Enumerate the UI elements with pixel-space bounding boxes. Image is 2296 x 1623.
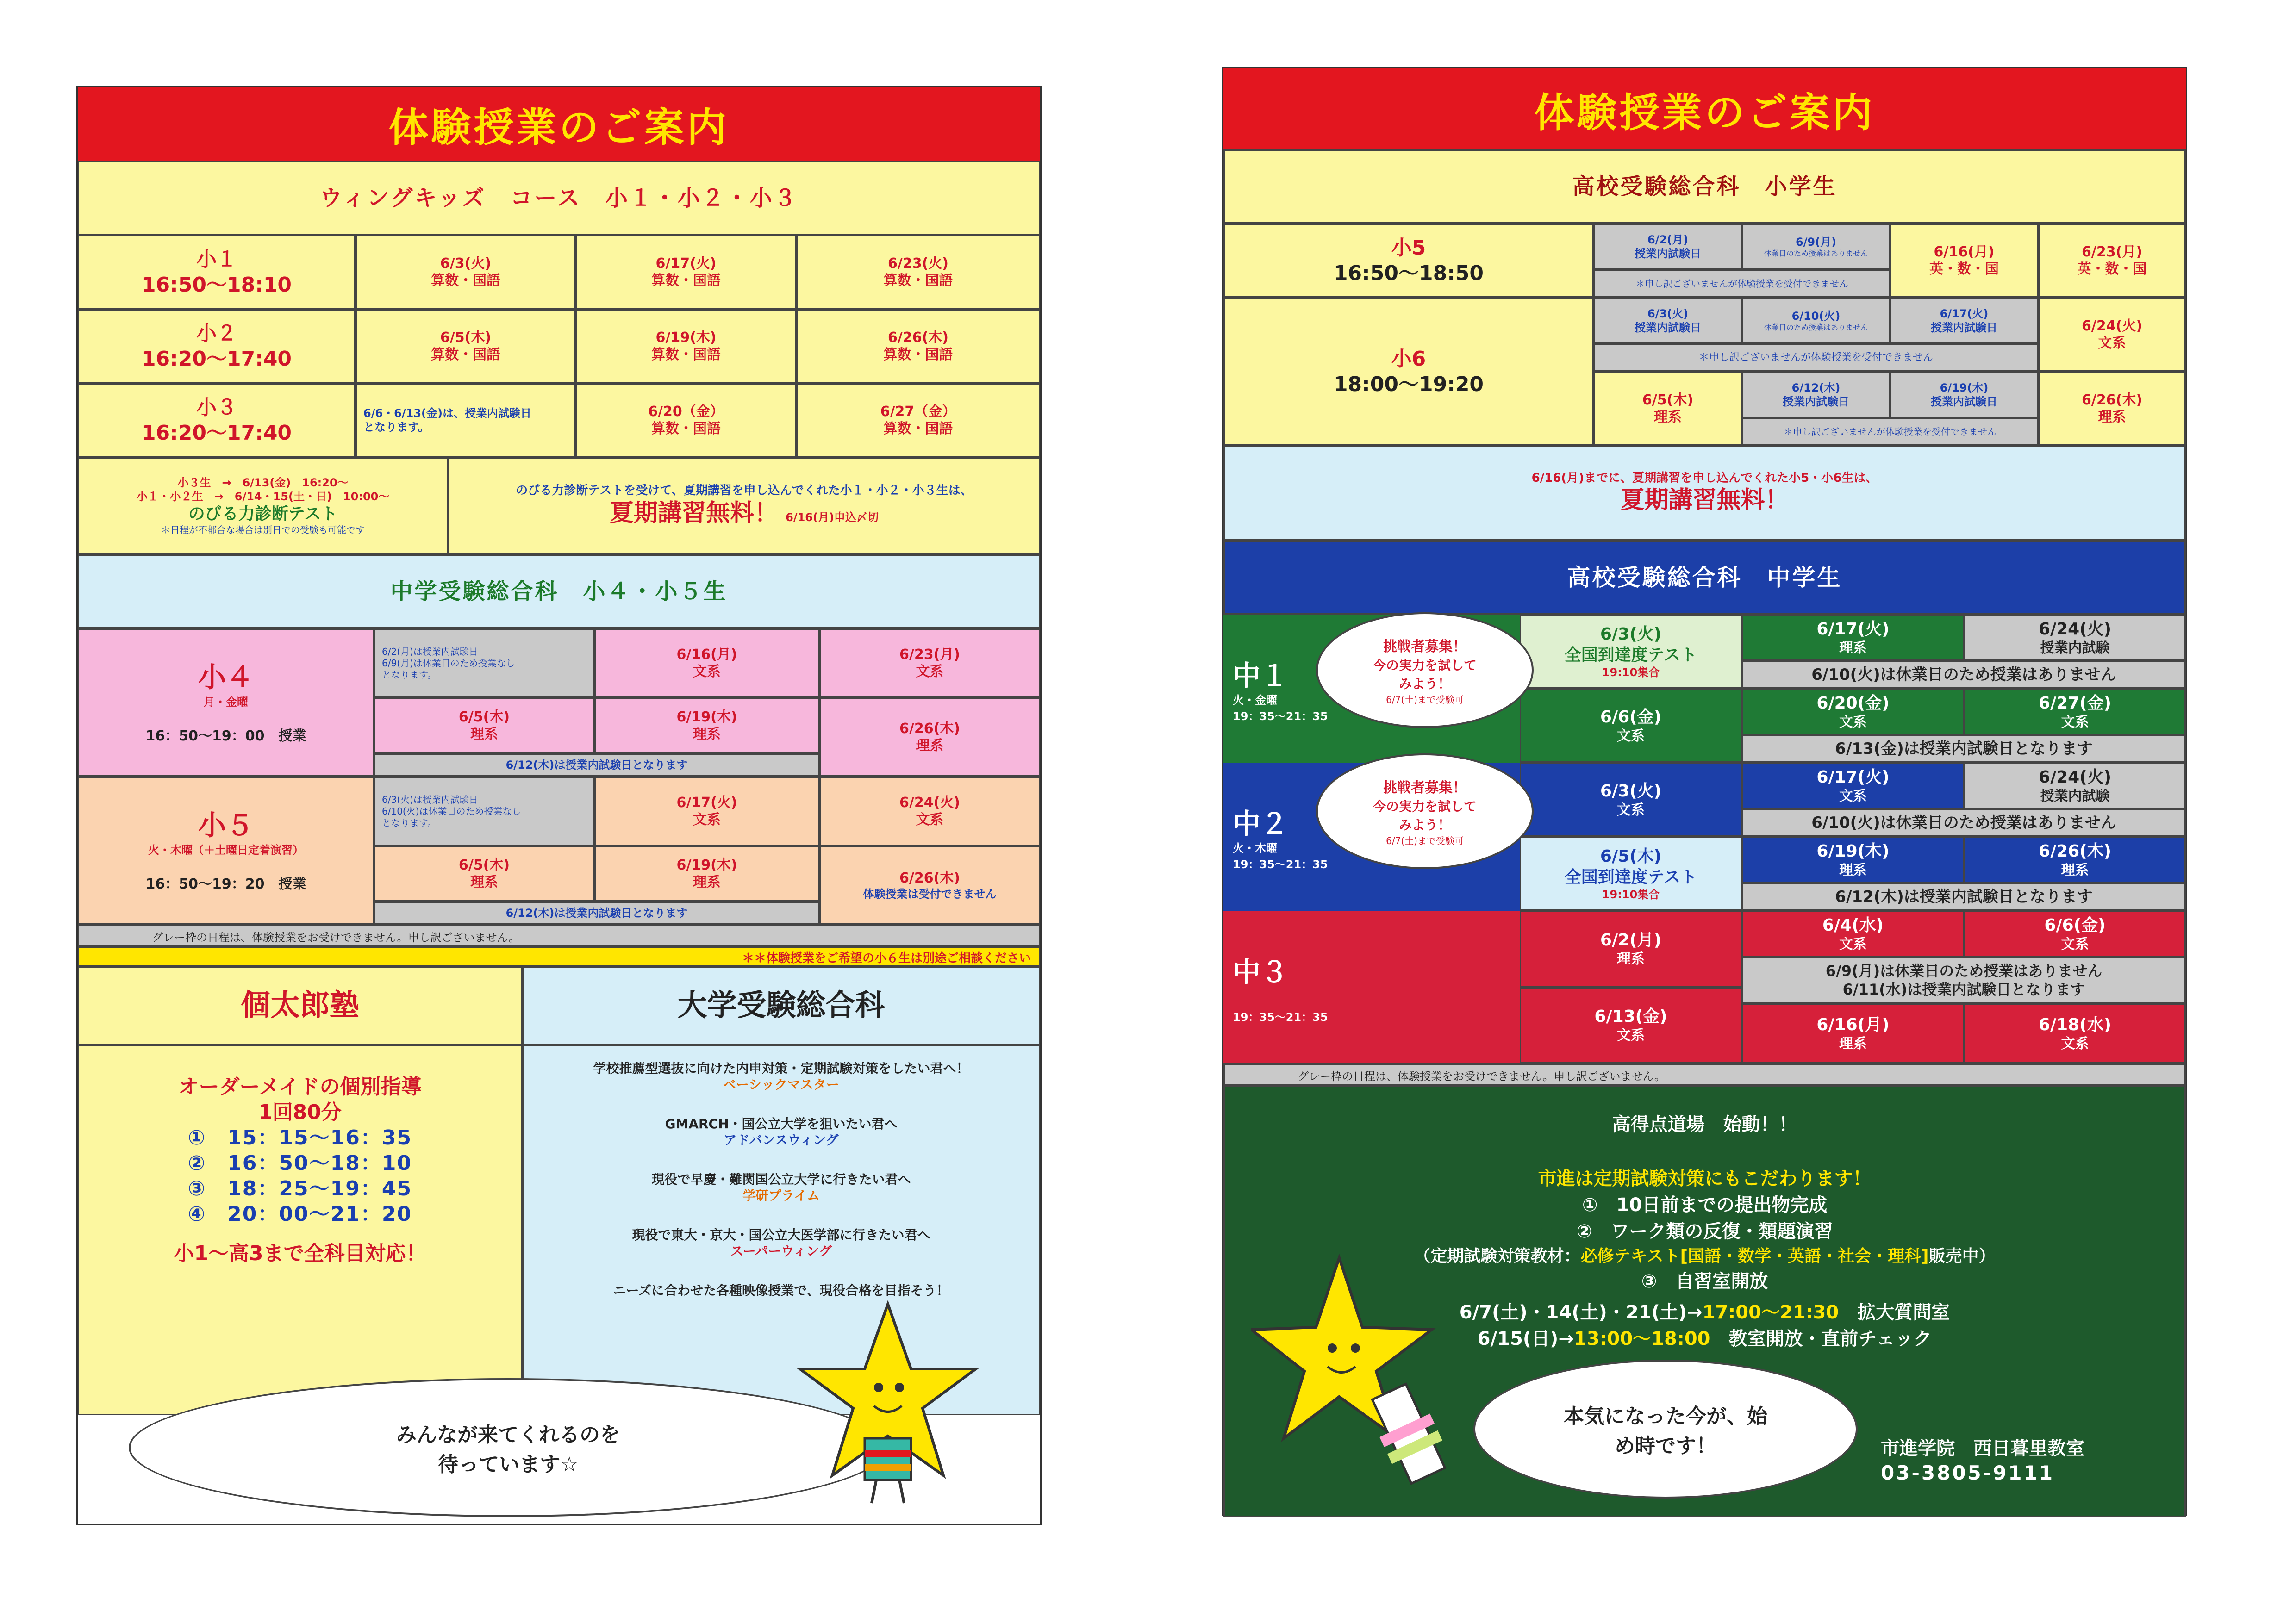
bubble-line: 今の実力を試して [1373, 798, 1477, 814]
schedule-cell [1742, 615, 1964, 661]
schedule-cell [819, 628, 1040, 698]
sho-s6-grade [1223, 298, 1594, 446]
school-name: 市進学院 西日暮里教室 [1881, 1438, 2084, 1459]
test-name: 全国到達度テスト [1564, 868, 1697, 887]
schedule-cell [1964, 1003, 2186, 1063]
test-name: 全国到達度テスト [1564, 646, 1697, 665]
subject-label: 理系 [693, 726, 721, 742]
c2-days: 火・木曜 [1233, 842, 1277, 855]
gray-note: 6/2(月)は授業内試験日 [382, 646, 478, 657]
schedule-cell [819, 698, 1040, 777]
kotaro-all: 小1〜高3まで全科目対応！ [174, 1241, 426, 1265]
date-label: 6/23(月) [2081, 243, 2142, 260]
summer-free: 夏期講習無料！ [610, 499, 779, 527]
subject-label: 授業内試験 [2040, 640, 2110, 656]
schedule-cell [2038, 224, 2186, 298]
subject-label: 算数・国語 [431, 347, 500, 363]
gray-cell [374, 628, 594, 698]
subject-label: 英・数・国 [2077, 261, 2147, 277]
date-label: 6/3(火) [440, 255, 492, 272]
gray-note: 6/10(火)は休業日のため授業なし [382, 805, 521, 817]
schedule-cell [1890, 224, 2038, 298]
test-time: 19:10集合 [1602, 666, 1660, 679]
kotaro-title-box [78, 966, 522, 1045]
date-label: 6/2(月) [1647, 233, 1689, 246]
schedule-cell [1520, 763, 1742, 837]
schedule-cell [356, 309, 576, 383]
schedule-cell [1964, 837, 2186, 883]
subject-label: 文系 [1617, 728, 1645, 744]
schedule-cell [1742, 1003, 1964, 1063]
time-label: 16:50〜18:50 [1333, 261, 1484, 285]
dojo-text: 必修テキスト[国語・数学・英語・社会・理科] [1580, 1247, 1929, 1266]
schedule-cell [1520, 689, 1742, 763]
kotaro-time: ④ 20：00〜21：20 [187, 1202, 412, 1226]
dojo-text: （定期試験対策教材： [1414, 1247, 1581, 1266]
date-label: 6/17(火) [1940, 307, 1989, 320]
schedule-cell [374, 698, 594, 753]
dojo-title: 高得点道場 始動！！ [1612, 1114, 1797, 1135]
schedule-cell [1742, 911, 1964, 957]
daigaku-line: GMARCH・国公立大学を狙いたい君へ [665, 1116, 898, 1132]
schedule-cell [576, 383, 796, 457]
left-speech-bubble [129, 1378, 888, 1517]
c2-test-cell [1520, 837, 1742, 911]
date-label: 6/24(火) [2081, 317, 2142, 334]
right-flyer [1222, 67, 2187, 1516]
schedule-cell [1594, 372, 1742, 446]
schedule-cell [576, 235, 796, 309]
gray-cell [1742, 298, 1890, 344]
time-label: 16：50〜19：20 授業 [145, 876, 306, 892]
daigaku-title-box [522, 966, 1040, 1045]
days-label: 火・木曜（＋土曜日定着演習） [148, 843, 304, 857]
subject-label: 文系 [2098, 335, 2126, 351]
test-time: 19:10集合 [1602, 888, 1660, 901]
subject-label: 理系 [693, 874, 721, 890]
date-label: 6/3(火) [1600, 781, 1662, 801]
exam-note: 6/12(木)は授業内試験日となります [1742, 883, 2186, 911]
date-label: 6/18(水) [2038, 1015, 2112, 1034]
exam-note: となります。 [363, 421, 430, 434]
gray-note: 6/3(火)は授業内試験日 [382, 794, 478, 805]
summer-free-row [610, 498, 879, 529]
daigaku-course: ベーシックマスター [723, 1077, 839, 1092]
sho-s5-grade [1223, 224, 1594, 298]
summer-deadline: 6/16(月)申込〆切 [786, 510, 879, 524]
holiday-note: 6/10(火)は休業日のため授業はありません [1742, 661, 2186, 689]
kotaro-per: 1回80分 [258, 1100, 342, 1124]
grade-label: 小１ [196, 248, 237, 271]
c3-grade: 中３ [1233, 956, 1288, 989]
subject-label: 休業日のため授業はありません [1764, 249, 1868, 258]
bubble-line: 待っています☆ [438, 1453, 579, 1476]
gray-note-text: グレー枠の日程は、体験授業をお受けできません。申し訳ございません。 [152, 931, 520, 944]
subject-label: 授業内試験日 [1783, 395, 1849, 408]
c2-time: 19：35〜21：35 [1233, 858, 1328, 871]
subject-label: 文系 [1617, 802, 1645, 818]
dojo-text: 教室開放・直前チェック [1728, 1328, 1932, 1349]
subject-label: 算数・国語 [883, 347, 953, 363]
grade-label: 小５ [198, 809, 254, 842]
s5-exam-note: 6/12(木)は授業内試験日となります [374, 902, 819, 925]
time-label: 16：50〜19：00 授業 [145, 728, 306, 744]
subject-label: 理系 [470, 874, 498, 890]
daigaku-title: 大学受験総合科 [677, 989, 885, 1023]
exam-note: 6/6・6/13(金)は、授業内試験日 [363, 407, 531, 420]
right-title: 体験授業のご案内 [1223, 68, 2186, 149]
subject-label: 文系 [1839, 788, 1867, 804]
bubble-line: みよう！ [1398, 676, 1451, 691]
gray-cell [1890, 298, 2038, 344]
subject-label: 理系 [1617, 951, 1645, 968]
gray-note-text: グレー枠の日程は、体験授業をお受けできません。申し訳ございません。 [1298, 1070, 1666, 1083]
wing-grade-cell [78, 235, 356, 309]
s4-exam-note: 6/12(木)は授業内試験日となります [374, 753, 819, 777]
date-label: 6/12(木) [1791, 381, 1841, 394]
date-label: 6/10(火) [1791, 310, 1841, 323]
daigaku-course: スーパーウィング [730, 1244, 832, 1259]
dojo-lead: 市進は定期試験対策にもこだわります！ [1538, 1168, 1872, 1189]
subject-label: 理系 [1839, 640, 1867, 656]
date-label: 6/17(火) [1816, 767, 1890, 787]
days-label: 月・金曜 [204, 695, 248, 709]
gray-cell [1890, 372, 2038, 418]
gray-note: 6/9(月)は休業日のため授業なし [382, 657, 515, 669]
star-mascot-icon [795, 1300, 980, 1512]
dojo-text: 6/15(日)→ [1477, 1328, 1574, 1349]
kotaro-lead: オーダーメイドの個別指導 [178, 1075, 422, 1099]
date-label: 6/24(火) [2038, 619, 2112, 639]
date-label: 6/16(月) [676, 646, 737, 663]
gray-cell [1964, 763, 2186, 809]
subject-label: 算数・国語 [883, 421, 953, 437]
dojo-text: 17:00〜21:30 [1702, 1302, 1839, 1323]
gray-note: となります。 [382, 669, 437, 680]
date-label: 6/5(木) [1642, 392, 1694, 408]
daigaku-line: 学校推薦型選抜に向けた内申対策・定期試験対策をしたい君へ！ [593, 1061, 969, 1076]
left-flyer [76, 86, 1042, 1525]
schedule-cell [796, 383, 1040, 457]
date-label: 6/13(金) [1594, 1007, 1667, 1026]
grade-label: 小5 [1391, 236, 1426, 260]
subject-label: 授業内試験日 [1635, 247, 1701, 260]
date-label: 6/5(木) [458, 709, 510, 725]
date-label: 6/20（金） [648, 403, 724, 420]
subject-label: 算数・国語 [651, 273, 721, 289]
exam-note: 6/13(金)は授業内試験日となります [1742, 735, 2186, 763]
date-label: 6/20(金) [1816, 693, 1890, 713]
chugaku-header: 中学受験総合科 小４・小５生 [78, 554, 1040, 628]
school-tel: 03-3805-9111 [1881, 1461, 2055, 1484]
daigaku-line: ニーズに合わせた各種映像授業で、現役合格を目指そう！ [613, 1283, 949, 1298]
nobiru-line: 小１・小２生 → 6/14・15(土・日) 10:00〜 [136, 490, 390, 503]
schedule-cell [2038, 298, 2186, 372]
daigaku-line: 現役で早慶・難関国公立大学に行きたい君へ [651, 1172, 911, 1187]
c2-grade: 中２ [1233, 808, 1288, 840]
bubble-line: 6/7(土)まで受験可 [1386, 694, 1464, 705]
date-label: 6/5(木) [440, 329, 492, 346]
daigaku-course: アドバンスウィング [724, 1132, 839, 1148]
date-label: 6/17(火) [1816, 619, 1890, 639]
nobiru-title: のびる力診断テスト [188, 504, 338, 523]
subject-label: 理系 [916, 738, 944, 754]
time-label: 18:00〜19:20 [1333, 373, 1484, 396]
date-label: 6/23(月) [899, 646, 960, 663]
wing-header: ウィングキッズ コース 小１・小２・小３ [78, 161, 1040, 235]
subject-label: 算数・国語 [651, 347, 721, 363]
subject-label: 算数・国語 [431, 273, 500, 289]
date-label: 6/27（金） [880, 403, 956, 420]
date-label: 6/9(月) [1795, 236, 1837, 249]
gray-cell [1742, 372, 1890, 418]
sorry-note: ＊申し訳ございませんが体験授業を受付できません [1594, 344, 2038, 372]
date-label: 6/2(月) [1600, 931, 1662, 950]
subject-label: 文系 [1839, 714, 1867, 730]
gray-cell [1742, 957, 2186, 1003]
subject-label: 算数・国語 [883, 273, 953, 289]
summer-line: 6/16(月)までに、夏期講習を申し込んでくれた小5・小6生は、 [1531, 471, 1878, 485]
grade-label: 小２ [196, 322, 237, 345]
schedule-cell [356, 383, 576, 457]
subject-label: 理系 [2061, 862, 2089, 878]
dojo-point: ① 10日前までの提出物完成 [1582, 1194, 1828, 1216]
schedule-cell [1964, 911, 2186, 957]
c1-time: 19：35〜21：35 [1233, 710, 1328, 723]
subject-label: 授業内試験 [2040, 788, 2110, 804]
kotaro-time: ② 16：50〜18：10 [187, 1151, 412, 1175]
gray-cell [1594, 298, 1742, 344]
dojo-text: 6/7(土)・14(土)・21(土)→ [1459, 1302, 1703, 1323]
c3-time: 19：35〜21：35 [1233, 1011, 1328, 1024]
kotaro-title: 個太郎塾 [241, 989, 359, 1023]
subject-label: 文系 [916, 664, 944, 680]
subject-label: 算数・国語 [651, 421, 721, 437]
summer-free: 夏期講習無料！ [1620, 486, 1789, 515]
c1-grade: 中１ [1233, 660, 1288, 692]
schedule-cell [1742, 763, 1964, 809]
bubble-line: 本気になった今が、始 [1564, 1405, 1767, 1428]
holiday-note: 6/9(月)は休業日のため授業はありません [1825, 962, 2103, 980]
date-label: 6/3(火) [1600, 625, 1662, 644]
exam-note: 6/11(水)は授業内試験日となります [1842, 981, 2085, 998]
subject-label: 授業内試験日 [1931, 321, 1997, 334]
grade-label: 小４ [198, 661, 254, 694]
daigaku-line: 現役で東大・京大・国公立大医学部に行きたい君へ [632, 1227, 930, 1243]
dojo-text: 拡大質問室 [1857, 1302, 1950, 1323]
star-mascot-icon [1251, 1249, 1446, 1489]
subject-label: 文系 [693, 812, 721, 828]
schedule-cell [796, 309, 1040, 383]
subject-label: 授業内試験日 [1635, 321, 1701, 334]
gray-cell [374, 777, 594, 846]
gray-cell [1594, 224, 1742, 270]
summer-free-box [448, 457, 1040, 554]
date-label: 6/5(木) [458, 857, 510, 873]
date-label: 6/26(木) [899, 870, 960, 887]
kotaro-time: ③ 18：25〜19：45 [187, 1176, 412, 1200]
schedule-cell [356, 235, 576, 309]
dojo-date-row [1460, 1298, 1950, 1324]
schedule-cell [1742, 837, 1964, 883]
dojo-date-row [1478, 1324, 1932, 1350]
bubble-line: め時です！ [1615, 1434, 1716, 1458]
time-label: 16:50〜18:10 [141, 273, 292, 297]
date-label: 6/4(水) [1822, 915, 1884, 935]
date-label: 6/26(木) [2038, 841, 2112, 861]
schedule-cell [594, 777, 819, 846]
wing-grade-cell [78, 309, 356, 383]
schedule-cell [796, 235, 1040, 309]
date-label: 6/6(金) [1600, 707, 1662, 727]
left-title: 体験授業のご案内 [78, 87, 1040, 161]
subject-label: 理系 [1839, 1035, 1867, 1052]
date-label: 6/16(月) [1934, 243, 1995, 260]
subject-label: 授業内試験日 [1931, 395, 1997, 408]
date-label: 6/19(木) [676, 709, 737, 725]
schedule-cell [819, 846, 1040, 925]
subject-label: 文系 [693, 664, 721, 680]
date-label: 6/6(金) [2044, 915, 2106, 935]
summer-line: のびる力診断テストを受けて、夏期講習を申し込んでくれた小１・小２・小３生は、 [516, 484, 973, 498]
schedule-cell [819, 777, 1040, 846]
schedule-cell [576, 309, 796, 383]
sho-summer-box [1223, 446, 2186, 541]
challenge-bubble-2 [1316, 753, 1534, 869]
subject-label: 理系 [1839, 862, 1867, 878]
bubble-line: 挑戦者募集！ [1383, 638, 1466, 655]
date-label: 6/24(火) [899, 794, 960, 811]
date-label: 6/23(火) [887, 255, 948, 272]
nobiru-test-box [78, 457, 448, 554]
c1-test-cell [1520, 615, 1742, 689]
grade-label: 小３ [196, 396, 237, 419]
kotaro-body [78, 1045, 522, 1415]
date-label: 6/3(火) [1647, 307, 1689, 320]
bubble-line: 6/7(土)まで受験可 [1386, 835, 1464, 846]
date-label: 6/24(火) [2038, 767, 2112, 787]
challenge-bubble-1 [1316, 612, 1534, 728]
schedule-cell [594, 628, 819, 698]
bubble-line: みよう！ [1398, 817, 1451, 833]
six-note-text: ＊＊体験授業をご希望の小６生は別途ご相談ください [742, 951, 1031, 965]
time-label: 16:20〜17:40 [141, 347, 292, 371]
bubble-line: みんなが来てくれるのを [396, 1423, 620, 1447]
gray-cell [1964, 615, 2186, 661]
subject-label: 休業日のため授業はありません [1764, 323, 1868, 332]
date-label: 6/19(木) [655, 329, 717, 346]
subject-label: 文系 [2061, 936, 2089, 952]
date-label: 6/26(木) [2081, 392, 2142, 408]
dojo-point: ② ワーク類の反復・類題演習 [1576, 1221, 1833, 1242]
nobiru-line: 小３生 → 6/13(金) 16:20〜 [177, 476, 349, 489]
subject-label: 英・数・国 [1929, 261, 1999, 277]
dojo-point: ③ 自習室開放 [1641, 1271, 1768, 1292]
schedule-cell [1520, 987, 1742, 1063]
schedule-cell [1520, 911, 1742, 987]
holiday-note: 6/10(火)は休業日のため授業はありません [1742, 809, 2186, 837]
subject-label: 理系 [2098, 409, 2126, 425]
subject-label: 文系 [1839, 936, 1867, 952]
right-speech-bubble [1473, 1360, 1858, 1499]
date-label: 6/17(火) [655, 255, 717, 272]
schedule-cell [1742, 689, 1964, 735]
sorry-note: ＊申し訳ございませんが体験授業を受付できません [1594, 270, 1890, 298]
schedule-cell [594, 698, 819, 753]
dojo-textbook [1414, 1243, 1995, 1267]
schedule-cell [2038, 372, 2186, 446]
daigaku-course: 学研プライム [742, 1188, 820, 1203]
date-label: 6/26(木) [899, 720, 960, 737]
schedule-cell [594, 846, 819, 902]
subject-label: 理系 [1654, 409, 1682, 425]
dojo-text: 販売中） [1928, 1247, 1996, 1266]
gray-note: となります。 [382, 817, 437, 828]
date-label: 6/26(木) [887, 329, 948, 346]
dojo-text: 13:00〜18:00 [1573, 1328, 1710, 1349]
sorry-note: ＊申し訳ございませんが体験授業を受付できません [1742, 418, 2038, 446]
date-label: 6/19(木) [1816, 841, 1890, 861]
date-label: 6/16(月) [1816, 1015, 1890, 1034]
gray-cell [1742, 224, 1890, 270]
schedule-cell [1964, 689, 2186, 735]
subject-label: 体験授業は受付できません [863, 887, 997, 901]
chu-header: 高校受験総合科 中学生 [1223, 541, 2186, 615]
subject-label: 文系 [916, 812, 944, 828]
s5-grade-cell [78, 777, 374, 925]
date-label: 6/19(木) [676, 857, 737, 873]
date-label: 6/19(木) [1940, 381, 1989, 394]
c1-days: 火・金曜 [1233, 694, 1277, 707]
date-label: 6/17(火) [676, 794, 737, 811]
s4-grade-cell [78, 628, 374, 777]
sho-header: 高校受験総合科 小学生 [1223, 149, 2186, 224]
subject-label: 文系 [1617, 1027, 1645, 1044]
date-label: 6/5(木) [1600, 847, 1662, 866]
wing-grade-cell [78, 383, 356, 457]
date-label: 6/27(金) [2038, 693, 2112, 713]
bubble-line: 今の実力を試して [1373, 657, 1477, 673]
kotaro-time: ① 15：15〜16：35 [187, 1126, 412, 1150]
subject-label: 文系 [2061, 714, 2089, 730]
time-label: 16:20〜17:40 [141, 421, 292, 445]
bubble-line: 挑戦者募集！ [1383, 779, 1466, 796]
nobiru-note: ＊日程が不都合な場合は別日での受験も可能です [161, 524, 365, 535]
grade-label: 小6 [1391, 347, 1426, 371]
subject-label: 文系 [2061, 1035, 2089, 1052]
subject-label: 理系 [470, 726, 498, 742]
schedule-cell [374, 846, 594, 902]
